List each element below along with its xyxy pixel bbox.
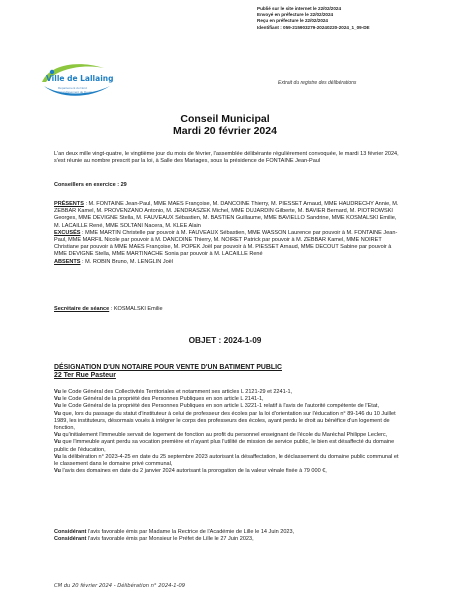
objet-heading: OBJET : 2024-1-09	[188, 335, 262, 345]
subject-heading	[54, 364, 402, 380]
vu-item: Vu que l'immeuble ayant perdu sa vocation première et n'ayant plus l'utilité de mission de service public, le bien est désaffecté du domaine public de l'éducation,	[54, 439, 395, 453]
considerant-item: Considérant l'avis favorable émis par Madame la Rectrice de l'Académie de Lille le 14 Juin 2023,	[54, 529, 295, 535]
page-title: Conseil Municipal	[180, 113, 270, 125]
absents-text: : M. ROBIN Bruno, M. LENGLIN Joël	[80, 258, 173, 265]
subject-line: DÉSIGNATION D'UN NOTAIRE POUR VENTE D'UN BATIMENT PUBLIC	[54, 364, 282, 371]
logo-subtitle	[58, 87, 92, 95]
excuses-label: EXCUSÉS	[54, 229, 81, 236]
vu-item: Vu le Code Général de la propriété des Personnes Publiques en son article L 2141-1,	[54, 396, 264, 403]
registry-extract-note: Extrait du registre des délibérations	[278, 80, 357, 86]
attendance-section	[54, 201, 402, 266]
vu-item: Vu que, lors du passage du statut d'instituteur à celui de professeur des écoles par la loi d'orientation sur l'éducation n° 89-146 du 10 Juillet 1989, les instituteurs, désormais voués à intégrer le corps des professeurs des écoles, ayant perdu le droit au bénéfice d'un logement de fonction,	[54, 410, 396, 432]
stamp-line: Envoyé en préfecture le 22/02/2024	[257, 12, 334, 18]
intro-text: L'an deux mille vingt-quatre, le vingtième jour du mois de février, l'assemblée délibérante régulièrement convoquée, le mardi 13 février 2024, s'est réunie au nombre prescrit par la loi, à Salle des Mariages, sous la présidence de FONTAINE Jean-Paul	[54, 151, 399, 165]
secretaire-text: : KOSMALSKI Emilie	[109, 306, 163, 312]
presents-label: PRÉSENTS	[54, 201, 84, 207]
page-footer: CM du 20 février 2024 - Délibération n° 2024-1-09	[54, 583, 186, 589]
vu-item: Vu qu'initialement l'immeuble servait de logement de fonction au profit du personnel enseignant de l'école du Maréchal Philippe Leclerc,	[54, 432, 388, 439]
transmission-stamp	[257, 6, 447, 31]
excuses-text: : MME MARTIN Christelle par pouvoir à M. FAUVEAUX Sébastien, MME WASSON Laurence par pouvoir à M. FONTAINE Jean-Paul, MME MARFIL Nicole par pouvoir à M. DANCOINE Thierry, M. NOIRET Patrick par pouvoir à M. ZEBBAR Kamel, MME NOIRET Christiane par pouvoir à MME MAES Françoise, M. POPEK Joël par pouvoir à M. PIESSET Arnaud, MME DECOUT Sabine par pouvoir à MME DEVIGNE Stella, MME MARTINACHE Sonia par pouvoir à M. LACAILLE René	[54, 229, 398, 258]
meeting-date: Mardi 20 février 2024	[173, 125, 277, 137]
absents-label: ABSENTS	[54, 258, 81, 265]
considerant-list	[54, 529, 402, 543]
subject-address: 22 Ter Rue Pasteur	[54, 372, 116, 379]
stamp-line: Identifiant : 059-215903279-20240220-2024_1_09-DE	[257, 24, 370, 30]
secretaire-paragraph	[54, 306, 402, 313]
logo-subtitle-line: Département du Nord	[58, 86, 87, 90]
logo-subtitle-line: Arrondissement de Douai	[58, 89, 92, 94]
vu-item: Vu le Code Général des Collectivités Territoriales et notamment ses articles L 2121-29 et 2241-1,	[54, 389, 293, 395]
vu-item: Vu l'avis des domaines en date du 2 janvier 2024 autorisant la prorogation de la valeur vénale fixée à 79 000 €,	[54, 468, 327, 475]
considerant-item: Considérant l'avis favorable émis par Monsieur le Préfet de Lille le 27 Juin 2023,	[54, 536, 254, 543]
intro-paragraph	[54, 151, 402, 165]
secretaire-label: Secrétaire de séance	[54, 306, 110, 312]
town-logo	[38, 56, 118, 108]
stamp-line: Publié sur le site internet le 22/02/2024	[257, 6, 342, 11]
presents-paragraph	[54, 201, 402, 230]
logo-name: Ville de Lallaing	[46, 74, 114, 83]
excuses-paragraph	[54, 230, 402, 259]
presents-text: : M. FONTAINE Jean-Paul, MME MAES Françoise, M. DANCOINE Thierry, M. PIESSET Arnaud, MME HAUDRECHY Annie, M. ZEBBAR Kamel, M. PROVENZANO Antonio, M. JENDRASZEK Michel, MME DUJARDIN Gilberte, M. BAVIER Bernard, M. PIOTROWSKI Georges, MME DEVIGNE Stella, M. FAUVEAUX Sébastien, M. BASTIEN Guillaume, MME BAVIELLO Sandrine, MME KOSMALSKI Emilie, M. LACAILLE René, MME SOLTANI Nacera, M. KLEE Alain	[54, 201, 399, 229]
vu-item: Vu le Code Général de la propriété des Personnes Publiques en son article L 3221-1 relatif à l'avis de l'autorité compétente de l'Etat,	[54, 403, 379, 410]
stamp-line: Reçu en préfecture le 22/02/2024	[257, 18, 328, 24]
vu-item: Vu la délibération n° 2023-4-25 en date du 25 septembre 2023 autorisant la désaffectation, le déclassement du domaine public communal et le classement dans le domaine privé communal,	[54, 453, 399, 468]
absents-paragraph	[54, 259, 402, 266]
conseillers-count: Conseillers en exercice : 29	[54, 182, 127, 188]
vu-list	[54, 389, 402, 475]
